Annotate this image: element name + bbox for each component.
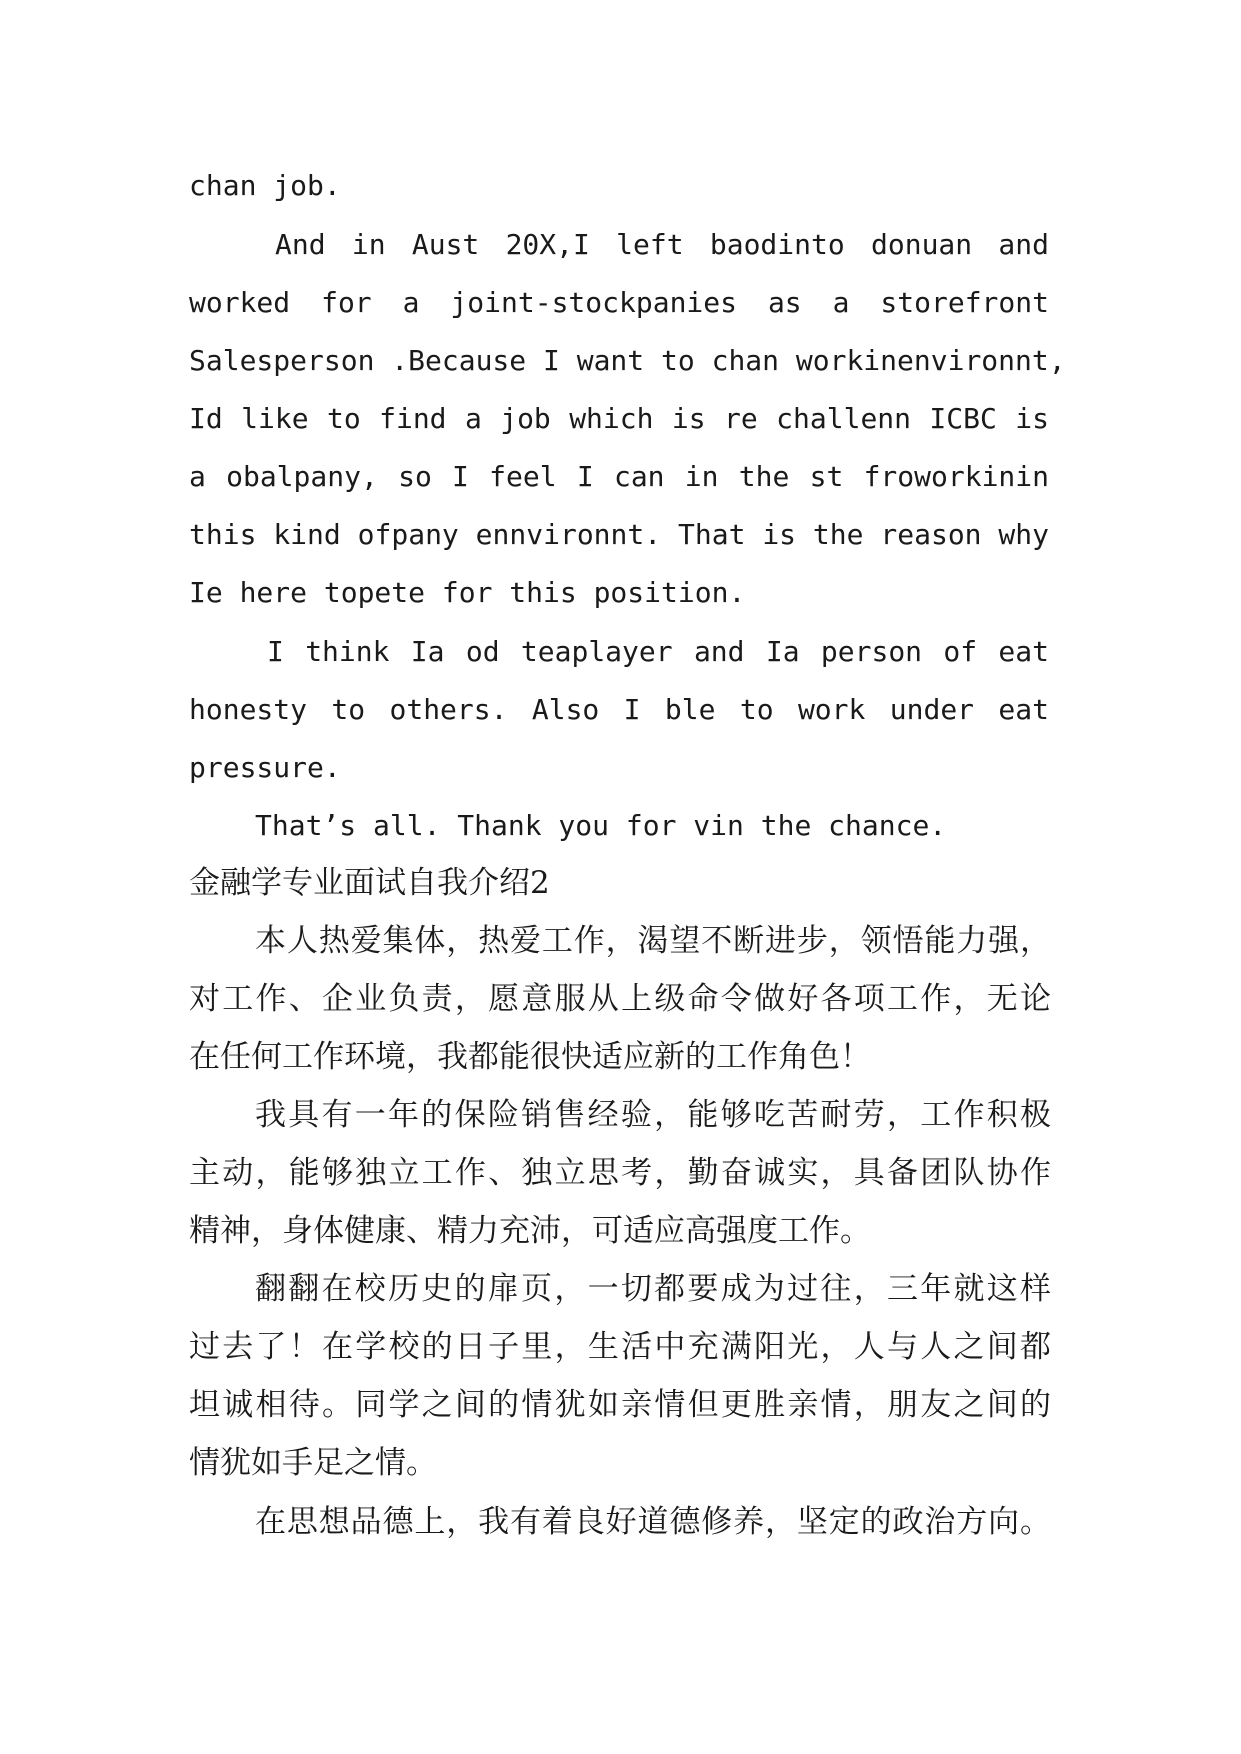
text-line: 坦诚相待。同学之间的情犹如亲情但更胜亲情，朋友之间的 (189, 1387, 1051, 1423)
text-line: Ie here topete for this position. (189, 576, 746, 609)
text-line: 过去了！在学校的日子里，生活中充满阳光，人与人之间都 (189, 1329, 1051, 1365)
paragraph-start-line: 翻翻在校历史的扉页，一切都要成为过往，三年就这样 (255, 1271, 1051, 1307)
text-line: 精神，身体健康、精力充沛，可适应高强度工作。 (189, 1213, 871, 1249)
text-line: chan job. (189, 169, 341, 202)
text-line: honesty to others. Also I ble to work under eat (189, 693, 1049, 726)
section-heading: 金融学专业面试自我介绍2 (189, 865, 550, 901)
text-line: worked for a joint-stockpanies as a storefront (189, 286, 1049, 319)
text-line: Id like to find a job which is re challenn ICBC is (189, 402, 1049, 435)
text-line: a obalpany, so I feel I can in the st froworkinin (189, 460, 1049, 493)
paragraph-start-line: 在思想品德上，我有着良好道德修养，坚定的政治方向。 (255, 1504, 1051, 1540)
paragraph-start-line: 本人热爱集体，热爱工作，渴望不断进步，领悟能力强， (255, 923, 1051, 959)
text-line: this kind ofpany ennvironnt. That is the reason why (189, 518, 1049, 551)
closing-line: That’s all. Thank you for vin the chance. (255, 809, 947, 842)
paragraph-start-line: 我具有一年的保险销售经验，能够吃苦耐劳，工作积极 (255, 1097, 1051, 1133)
text-line: pressure. (189, 751, 341, 784)
text-line: Salesperson .Because I want to chan workinenvironnt, (189, 344, 1066, 377)
text-line: 主动，能够独立工作、独立思考，勤奋诚实，具备团队协作 (189, 1155, 1051, 1191)
text-line: 情犹如手足之情。 (189, 1445, 437, 1481)
text-line: 在任何工作环境，我都能很快适应新的工作角色！ (189, 1039, 871, 1075)
text-line: 对工作、企业负责，愿意服从上级命令做好各项工作，无论 (189, 981, 1051, 1017)
paragraph-start-line: I think Ia od teaplayer and Ia person of eat (267, 635, 1049, 668)
paragraph-start-line: And in Aust 20X,I left baodinto donuan and (275, 228, 1049, 261)
